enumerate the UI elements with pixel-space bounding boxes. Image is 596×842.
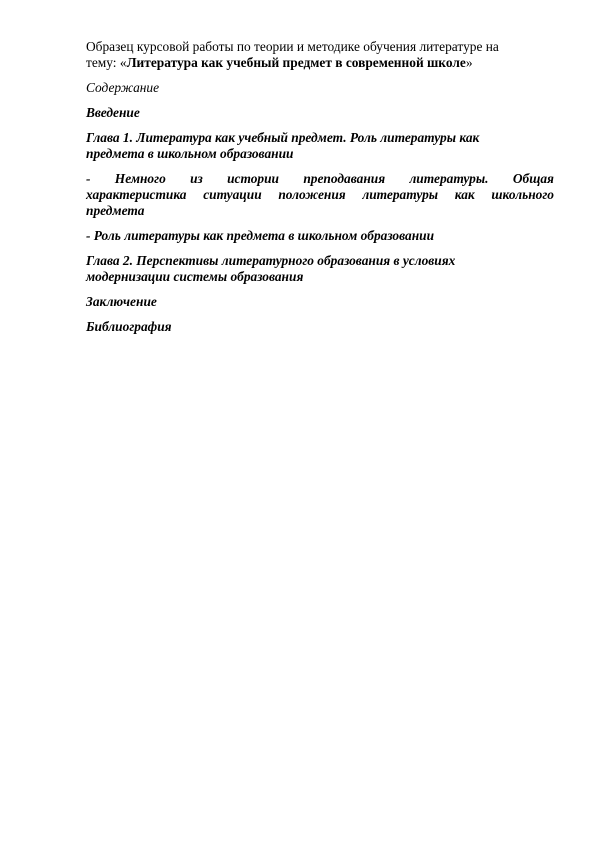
word: положения: [278, 187, 346, 202]
toc-entry-conclusion: Заключение: [86, 294, 157, 309]
document-title: [86, 39, 554, 71]
document-page: [86, 39, 554, 344]
word: преподавания: [303, 171, 386, 186]
chapter-2-line-1: Глава 2. Перспективы литературного образования в условиях: [86, 253, 456, 268]
word: истории: [227, 171, 280, 186]
section-1-1-line-2: [86, 187, 554, 203]
word: школьного: [491, 187, 554, 202]
section-1-1-line-3: предмета: [86, 203, 145, 218]
word: литературы.: [409, 171, 489, 186]
toc-entry-section-1-2: - Роль литературы как предмета в школьном образовании: [86, 228, 435, 243]
word: литературы: [362, 187, 439, 202]
chapter-1-line-1: Глава 1. Литература как учебный предмет. Роль литературы как: [86, 130, 480, 145]
title-line-2: [86, 55, 554, 71]
word: характеристика: [86, 187, 187, 202]
word: Общая: [512, 171, 554, 186]
title-prefix: тему: «: [86, 55, 127, 70]
toc-entry-chapter-1: [86, 130, 554, 162]
chapter-2-line-2: модернизации системы образования: [86, 269, 304, 284]
word: из: [190, 171, 203, 186]
word: как: [454, 187, 475, 202]
toc-entry-introduction: Введение: [86, 105, 140, 120]
toc-entry-section-1-1: [86, 171, 554, 219]
word: ситуации: [203, 187, 262, 202]
section-1-1-line-1: [86, 171, 554, 187]
word: Немного: [114, 171, 166, 186]
toc-entry-bibliography: Библиография: [86, 319, 172, 334]
toc-heading: Содержание: [86, 80, 160, 95]
title-topic: Литература как учебный предмет в современной школе: [126, 55, 466, 70]
chapter-1-line-2: предмета в школьном образовании: [86, 146, 294, 161]
toc-entry-chapter-2: [86, 253, 554, 285]
word: -: [86, 171, 91, 186]
title-suffix: »: [465, 55, 473, 70]
title-line-1: Образец курсовой работы по теории и методике обучения литературе на: [86, 39, 499, 54]
